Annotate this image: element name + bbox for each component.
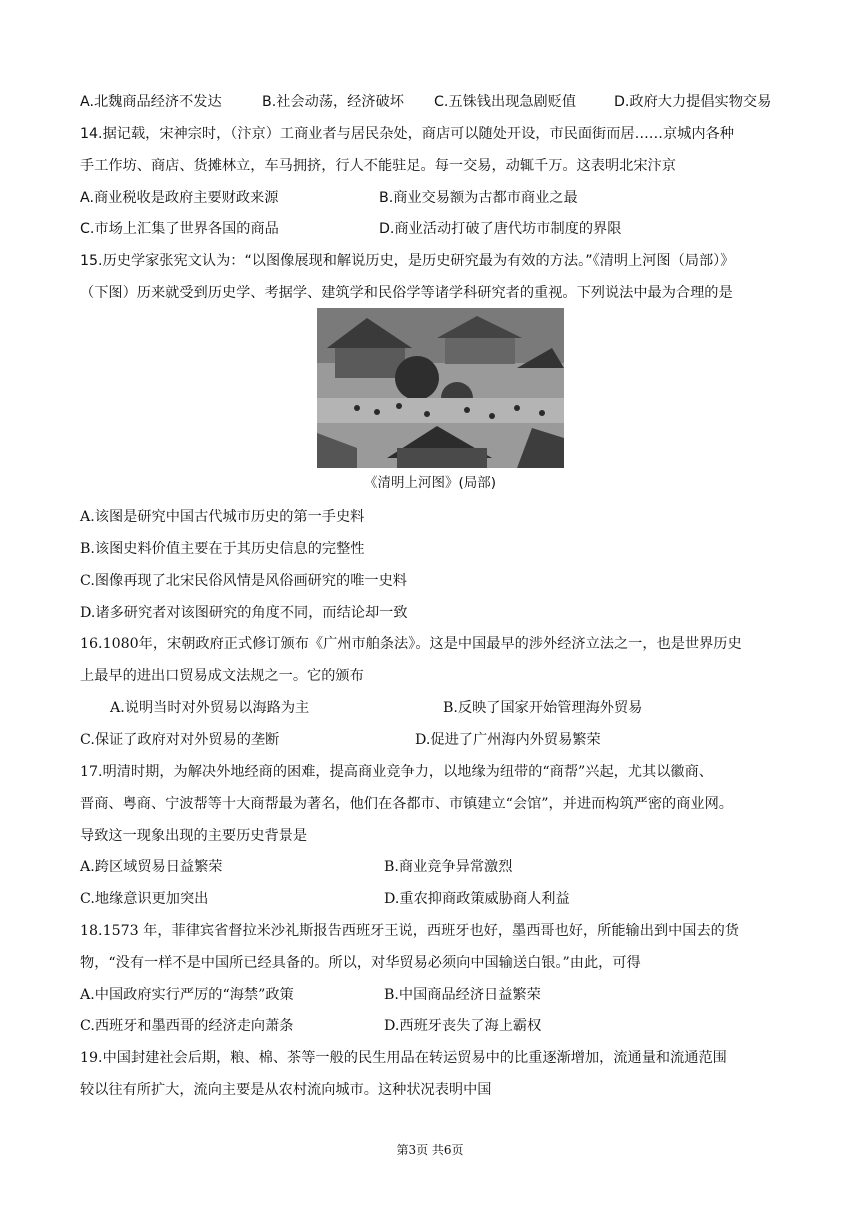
figure-caption: 《清明上河图》(局部) [363, 475, 497, 491]
page-footer: 第3页 共6页 [396, 1143, 464, 1157]
q16-option-b: B.反映了国家开始管理海外贸易 [443, 700, 643, 716]
q17-option-b: B.商业竞争异常激烈 [384, 859, 513, 875]
painting-illustration [317, 308, 564, 468]
q18-option-b: B.中国商品经济日益繁荣 [384, 987, 541, 1003]
q14-stem-line-1: 14.据记载，宋神宗时，（汴京）工商业者与居民杂处，商店可以随处开设，市民面街而居……京城内各种 [80, 126, 734, 142]
q13-option-c: C.五铢钱出现急剧贬值 [434, 94, 577, 110]
q17-stem-line-2: 晋商、粤商、宁波帮等十大商帮最为著名，他们在各都市、市镇建立“会馆”，并进而构筑严密的商业网。 [80, 796, 733, 812]
qingming-painting-image [317, 308, 564, 468]
q13-option-b: B.社会动荡，经济破坏 [262, 94, 404, 110]
q14-option-c: C.市场上汇集了世界各国的商品 [80, 221, 279, 237]
q15-option-c: C.图像再现了北宋民俗风情是风俗画研究的唯一史料 [80, 573, 407, 589]
q17-option-c: C.地缘意识更加突出 [80, 891, 209, 907]
q17-option-a: A.跨区域贸易日益繁荣 [80, 859, 223, 875]
q15-option-d: D.诸多研究者对该图研究的角度不同，而结论却一致 [80, 605, 408, 621]
q14-option-a: A.商业税收是政府主要财政来源 [80, 190, 279, 206]
q17-option-d: D.重农抑商政策威胁商人利益 [384, 891, 570, 907]
q18-stem-line-2: 物，“没有一样不是中国所已经具备的。所以，对华贸易必须向中国输送白银。”由此，可得 [80, 955, 641, 971]
q18-option-d: D.西班牙丧失了海上霸权 [384, 1018, 542, 1034]
q18-stem-line-1: 18.1573 年，菲律宾省督拉米沙礼斯报告西班牙王说，西班牙也好，墨西哥也好，所能输出到中国去的货 [80, 923, 740, 939]
q19-stem-line-1: 19.中国封建社会后期，粮、棉、茶等一般的民生用品在转运贸易中的比重逐渐增加，流通量和流通范围 [80, 1050, 727, 1066]
q14-option-b: B.商业交易额为古都市商业之最 [379, 190, 578, 206]
q15-stem-line-2: （下图）历来就受到历史学、考据学、建筑学和民俗学等诸学科研究者的重视。下列说法中最为合理的是 [80, 285, 733, 301]
q19-stem-line-2: 较以往有所扩大，流向主要是从农村流向城市。这种状况表明中国 [80, 1082, 492, 1098]
q15-option-b: B.该图史料价值主要在于其历史信息的完整性 [80, 541, 365, 557]
q16-stem-line-1: 16.1080年，宋朝政府正式修订颁布《广州市舶条法》。这是中国最早的涉外经济立法之一，也是世界历史 [80, 636, 742, 652]
q16-option-d: D.促进了广州海内外贸易繁荣 [415, 732, 601, 748]
q18-option-a: A.中国政府实行严厉的“海禁”政策 [80, 987, 294, 1003]
q17-stem-line-1: 17.明清时期，为解决外地经商的困难，提高商业竞争力，以地缘为纽带的“商帮”兴起，尤其以徽商、 [80, 764, 713, 780]
q14-stem-line-2: 手工作坊、商店、货摊林立，车马拥挤，行人不能驻足。每一交易，动辄千万。这表明北宋汴京 [80, 158, 676, 174]
q13-option-d: D.政府大力提倡实物交易 [614, 94, 772, 110]
q16-option-c: C.保证了政府对对外贸易的垄断 [80, 732, 280, 748]
q16-stem-line-2: 上最早的进出口贸易成文法规之一。它的颁布 [80, 668, 364, 684]
q16-option-a: A.说明当时对外贸易以海路为主 [110, 700, 310, 716]
q15-option-a: A.该图是研究中国古代城市历史的第一手史料 [80, 509, 365, 525]
q17-stem-line-3: 导致这一现象出现的主要历史背景是 [80, 828, 308, 844]
q13-option-a: A.北魏商品经济不发达 [80, 94, 222, 110]
q14-option-d: D.商业活动打破了唐代坊市制度的界限 [379, 221, 622, 237]
q15-stem-line-1: 15.历史学家张宪文认为：“以图像展现和解说历史，是历史研究最为有效的方法。”《清明上河图（局部）》 [80, 253, 735, 269]
q18-option-c: C.西班牙和墨西哥的经济走向萧条 [80, 1018, 294, 1034]
